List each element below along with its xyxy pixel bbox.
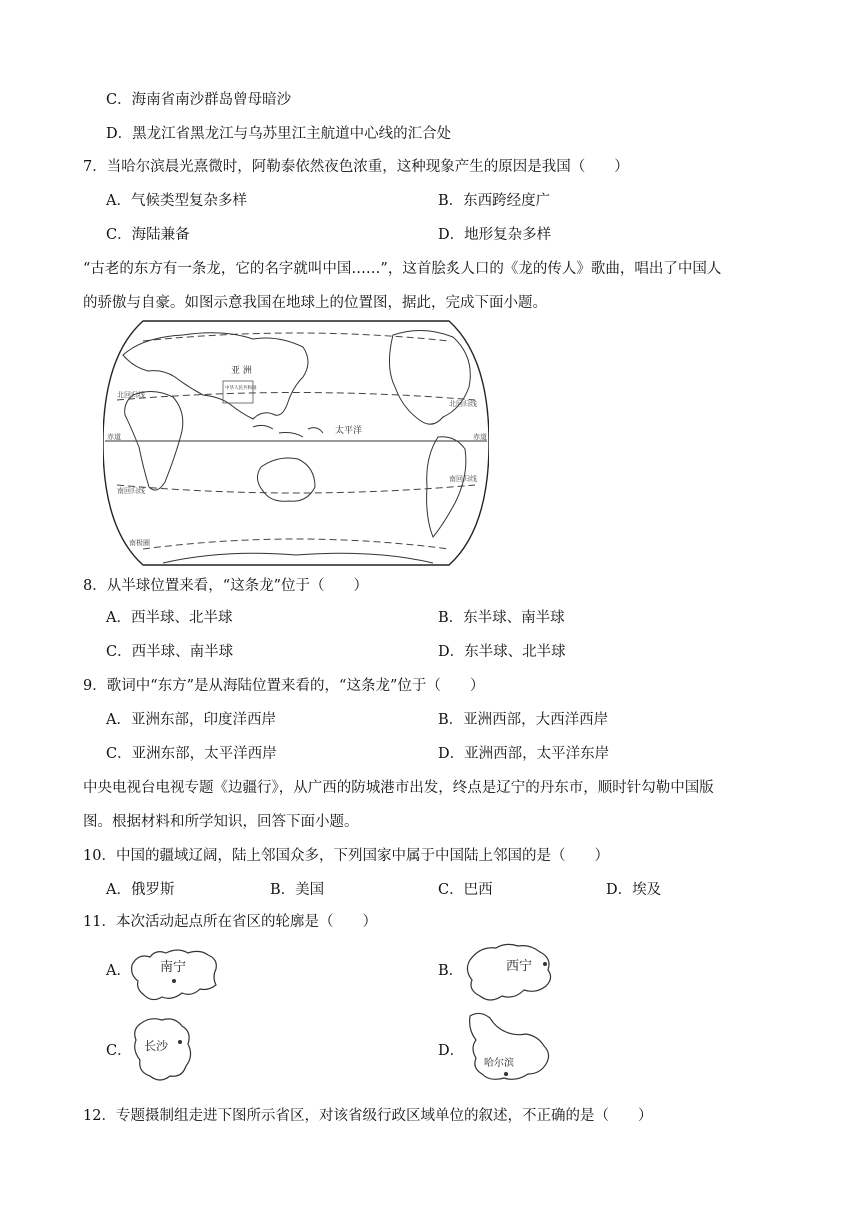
q11-option-a-city: 南宁 bbox=[160, 960, 187, 975]
q7-option-c: C．海陆兼备 bbox=[106, 227, 190, 243]
passage-2-line-2: 图。根据材料和所学知识，回答下面小题。 bbox=[83, 814, 359, 830]
q8-option-d: D．东半球、北半球 bbox=[438, 644, 566, 660]
q11-option-a-label: A． bbox=[106, 963, 131, 979]
q9-option-c: C．亚洲东部，太平洋西岸 bbox=[106, 746, 277, 762]
q9-option-a: A．亚洲东部，印度洋西岸 bbox=[106, 712, 276, 728]
q11-option-c-map bbox=[126, 1012, 198, 1086]
q11-option-d-map bbox=[460, 1008, 556, 1086]
q8-option-b: B．东半球、南半球 bbox=[438, 610, 565, 626]
map-frame bbox=[103, 321, 489, 565]
q9-option-d: D．亚洲西部，太平洋东岸 bbox=[438, 746, 610, 762]
q7-stem: 7．当哈尔滨晨光熹微时，阿勒泰依然夜色浓重，这种现象产生的原因是我国（ ） bbox=[83, 159, 629, 175]
q9-option-b: B．亚洲西部，大西洋西岸 bbox=[438, 712, 609, 728]
guangxi-outline-icon bbox=[126, 945, 222, 1007]
world-map-svg bbox=[103, 317, 489, 569]
map-label-asia: 亚 洲 bbox=[231, 366, 252, 376]
q8-option-c: C．西半球、南半球 bbox=[106, 644, 234, 660]
q7-option-d: D．地形复杂多样 bbox=[438, 227, 552, 243]
q10-option-c: C．巴西 bbox=[438, 882, 493, 898]
q11-option-d-city: 哈尔滨 bbox=[484, 1058, 514, 1069]
q11-option-d-label: D． bbox=[438, 1043, 465, 1059]
q11-option-c-label: C． bbox=[106, 1043, 132, 1059]
q7-option-a: A．气候类型复杂多样 bbox=[106, 193, 247, 209]
q11-stem: 11．本次活动起点所在省区的轮廓是（ ） bbox=[83, 914, 377, 930]
q11-option-b-label: B． bbox=[438, 963, 464, 979]
world-map-figure bbox=[103, 317, 489, 569]
q8-option-a: A．西半球、北半球 bbox=[106, 610, 233, 626]
hunan-outline-icon bbox=[126, 1012, 198, 1086]
qinghai-outline-icon bbox=[460, 940, 556, 1010]
heilongjiang-outline-icon bbox=[460, 1008, 556, 1086]
map-label-equator-right: 赤道 bbox=[473, 433, 487, 441]
passage-2-line-1: 中央电视台电视专题《边疆行》，从广西的防城港市出发，终点是辽宁的丹东市，顺时针勾勒中国版 bbox=[83, 780, 714, 796]
q10-stem: 10．中国的疆域辽阔，陆上邻国众多，下列国家中属于中国陆上邻国的是（ ） bbox=[83, 848, 609, 864]
q6-option-d: D．黑龙江省黑龙江与乌苏里江主航道中心线的汇合处 bbox=[106, 126, 452, 142]
map-label-tropic-cancer-right: 北回归线 bbox=[449, 400, 477, 408]
map-label-equator-left: 赤道 bbox=[107, 433, 121, 441]
map-label-tropic-cancer-left: 北回归线 bbox=[117, 391, 145, 399]
map-label-china: 中华人民共和国 bbox=[225, 386, 257, 391]
q11-option-b-city: 西宁 bbox=[506, 959, 533, 974]
passage-1-line-2: 的骄傲与自豪。如图示意我国在地球上的位置图，据此，完成下面小题。 bbox=[83, 295, 547, 311]
passage-1-line-1: “古老的东方有一条龙，它的名字就叫中国……”，这首脍炙人口的《龙的传人》歌曲，唱出了中国人 bbox=[83, 261, 722, 277]
q10-option-b: B．美国 bbox=[270, 882, 325, 898]
map-label-antarctic-circle: 南极圈 bbox=[129, 539, 150, 547]
q8-stem: 8．从半球位置来看，“这条龙”位于（ ） bbox=[83, 578, 369, 594]
q9-stem: 9．歌词中“东方”是从海陆位置来看的，“这条龙”位于（ ） bbox=[83, 678, 485, 694]
map-label-tropic-capricorn-left: 南回归线 bbox=[117, 487, 145, 495]
q6-option-c: C．海南省南沙群岛曾母暗沙 bbox=[106, 92, 292, 108]
q7-option-b: B．东西跨经度广 bbox=[438, 193, 551, 209]
map-label-tropic-capricorn-right: 南回归线 bbox=[449, 475, 477, 483]
q11-option-b-map bbox=[460, 940, 556, 1010]
q11-option-a-map bbox=[126, 945, 222, 1007]
q10-option-d: D．埃及 bbox=[606, 882, 662, 898]
q11-option-c-city: 长沙 bbox=[144, 1039, 169, 1053]
q12-stem: 12．专题摄制组走进下图所示省区，对该省级行政区域单位的叙述，不正确的是（ ） bbox=[83, 1108, 653, 1124]
map-label-pacific: 太平洋 bbox=[335, 426, 363, 436]
q10-option-a: A．俄罗斯 bbox=[106, 882, 175, 898]
